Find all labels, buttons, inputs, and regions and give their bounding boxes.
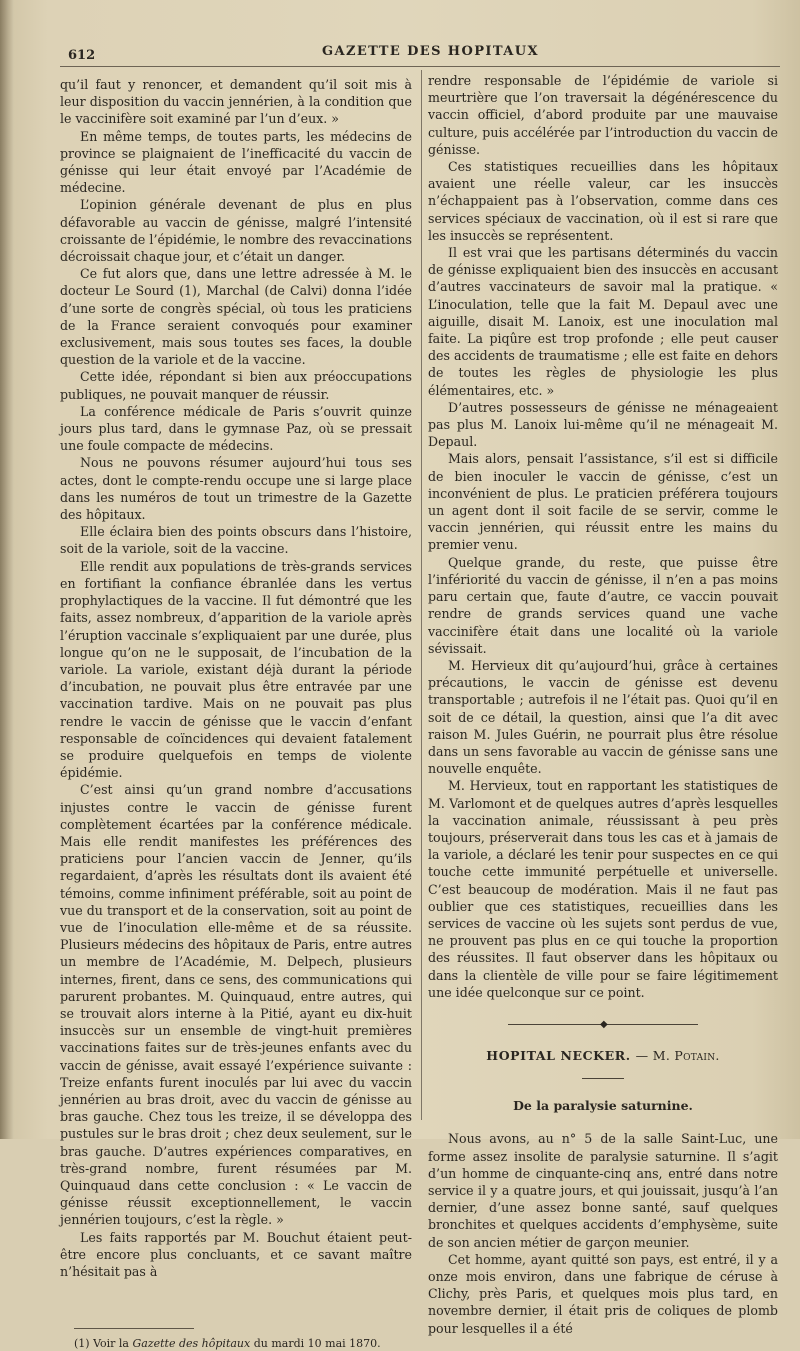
paragraph: Ce fut alors que, dans une lettre adressée à M. le docteur Le Sourd (1), Marchal (de Calvi) donna l’idée d’une sorte de congrès spécial, où tous les praticiens de la France seraient convoqués pour examiner exclusivement, mais sous toutes ses faces, la double question de la variole et de la vaccine. (60, 266, 412, 368)
page-number: 612 (68, 48, 96, 63)
paragraph: C’est ainsi qu’un grand nombre d’accusations injustes contre le vaccin de génisse furent complètement écartées par la conférence médicale. Mais elle rendit manifestes les préférences des praticiens pour l’ancien vaccin de Jenner, qu’ils regardaient, d’après les résultats dont ils avaient été témoins, comme infiniment préférable, soit au point de vue du transport et de la conservation, soit au point de vue de l’inoculation elle-même et de sa réussite. Plusieurs médecins des hôpitaux de Paris, entre autres un membre de l’Académie, M. Delpech, plusieurs internes, firent, dans ce sens, des communications qui parurent probantes. M. Quinquaud, entre autres, qui se trouvait alors interne à la Pitié, ayant eu dix-huit insuccès sur un ensemble de vingt-huit premières vaccinations faites sur de très-jeunes enfants avec du vaccin de génisse, avait essayé l’expérience suivante : Treize enfants furent inoculés par lui avec du vaccin jennérien au bras droit, avec du vaccin de génisse au bras gauche. Chez tous les treize, il se développa des pustules sur le bras droit ; chez deux seulement, sur le bras gauche. D’autres expériences comparatives, en très-grand nombre, furent résumées par M. Quinquaud dans cette conclusion : « Le vaccin de génisse réussit exceptionnellement, le vaccin jennérien toujours, c’est la règle. » (60, 782, 412, 1228)
article-subheading: De la paralysie saturnine. (513, 1098, 693, 1114)
section-heading (428, 1047, 778, 1064)
footnote-marker: (1) Voir la (74, 1337, 133, 1351)
paragraph: qu’il faut y renoncer, et demandent qu’il soit mis à leur disposition du vaccin jennérien, à la condition que le vaccinifère soit examiné par l’un d’eux. » (60, 77, 412, 127)
column-divider (421, 70, 422, 1120)
paragraph: D’autres possesseurs de génisse ne ménageaient pas plus M. Lanoix lui-même qu’il ne ménageait M. Depaul. (428, 399, 778, 450)
paragraph: Ces statistiques recueillies dans les hôpitaux avaient une réelle valeur, car les insuccès n’échappaient pas à l’observation, comme dans ces services spéciaux de vaccination, où il est si rare que les insuccès se représentent. (428, 159, 778, 243)
paragraph: Mais alors, pensait l’assistance, s’il est si difficile de bien inoculer le vaccin de génisse, c’est un inconvénient de plus. Le praticien préférera toujours un agent dont il soit facile de se servir, comme le vaccin jennérien, qui réussit entre les mains du premier venu. (428, 451, 778, 553)
paragraph: Quelque grande, du reste, que puisse être l’infériorité du vaccin de génisse, il n’en a pas moins paru certain que, faute d’autre, ce vaccin pouvait rendre de grands services quand une vache vaccinifère était dans une localité où la variole sévissait. (428, 554, 778, 656)
paragraph: Les faits rapportés par M. Bouchut étaient peut-être encore plus concluants, et ce savant maître n’hésitait pas à (60, 1229, 412, 1280)
ornamental-divider (428, 1019, 778, 1029)
journal-title: GAZETTE DES HOPITAUX (322, 44, 539, 59)
paragraph: Nous ne pouvons résumer aujourd’hui tous ses actes, dont le compte-rendu occupe une si large place dans les numéros de tout un trimestre de la Gazette des hôpitaux. (60, 455, 412, 523)
heading-rule (582, 1078, 624, 1079)
paragraph: M. Hervieux dit qu’aujourd’hui, grâce à certaines précautions, le vaccin de génisse est devenu transportable ; autrefois il ne l’était pas. Quoi qu’il en soit de ce détail, la question, ainsi que l’a dit avec raison M. Jules Guérin, ne pourrait plus être résolue dans un sens favorable au vaccin de génisse sans une nouvelle enquête. (428, 657, 778, 777)
hospital-name: HOPITAL NECKER. (486, 1047, 631, 1063)
paragraph: Cette idée, répondant si bien aux préoccupations publiques, ne pouvait manquer de réussir. (60, 369, 412, 402)
footnote-rule (74, 1328, 194, 1329)
paragraph: Cet homme, ayant quitté son pays, est entré, il y a onze mois environ, dans une fabrique de céruse à Clichy, près Paris, et quelques mois plus tard, en novembre dernier, il était pris de coliques de plomb pour lesquelles il a été (428, 1251, 778, 1336)
paragraph: Nous avons, au n° 5 de la salle Saint-Luc, une forme assez insolite de paralysie saturnine. Il s’agit d’un homme de cinquante-cinq ans, entré dans notre service il y a quatre jours, et qui jouissait, jusqu’à l’an dernier, d’une assez bonne santé, sauf quelques bronchites et quelques accidents d’emphysème, suite de son ancien métier de garçon meunier. (428, 1131, 778, 1250)
footnote (60, 1337, 412, 1351)
paragraph: rendre responsable de l’épidémie de variole si meurtrière que l’on traversait la dégénérescence du vaccin officiel, d’abord produite par une mauvaise culture, puis accélérée par l’introduction du vaccin de génisse. (428, 73, 778, 157)
section-author: — M. Potain. (635, 1047, 720, 1063)
paragraph: En même temps, de toutes parts, les médecins de province se plaignaient de l’inefficacité du vaccin de génisse qui leur était envoyé par l’Académie de médecine. (60, 128, 412, 196)
paragraph: L’opinion générale devenant de plus en plus défavorable au vaccin de génisse, malgré l’intensité croissante de l’épidémie, le nombre des revaccinations décroissait chaque jour, et c’était un danger. (60, 197, 412, 265)
right-column (428, 72, 778, 1337)
footnote-date: du mardi 10 mai 1870. (250, 1337, 381, 1351)
page-binding-edge (0, 0, 14, 1139)
diamond-ornament-icon: ◆ (600, 1018, 608, 1030)
left-column (60, 76, 412, 1351)
paragraph: Elle éclaira bien des points obscurs dans l’histoire, soit de la variole, soit de la vaccine. (60, 524, 412, 557)
paragraph: M. Hervieux, tout en rapportant les statistiques de M. Varlomont et de quelques autres d’après lesquelles la vaccination animale, réussissant à peu près toujours, préserverait dans tous les cas et à jamais de la variole, a déclaré les tenir pour suspectes en ce qui touche cette immunité perpétuelle et universelle. C’est beaucoup de modération. Mais il ne faut pas oublier que ces statistiques, recueillies dans les services de vaccine où les sujets sont perdus de vue, ne prouvent pas plus en ce qui touche la proportion des réussites. Il faut observer dans les hôpitaux ou dans la clientèle de ville pour se faire légitimement une idée quelconque sur ce point. (428, 778, 778, 1000)
footnote-journal: Gazette des hôpitaux (132, 1337, 251, 1351)
page-header (60, 42, 760, 66)
header-rule (60, 66, 780, 67)
paragraph: Il est vrai que les partisans déterminés du vaccin de génisse expliquaient bien des insuccès en accusant d’autres vaccinateurs de savoir mal la pratique. « L’inoculation, telle que la fait M. Depaul avec une aiguille, disait M. Lanoix, est une inoculation mal faite. La piqûre est trop profonde ; elle peut causer des accidents de traumatisme ; elle est faite en dehors de toutes les règles de physiologie les plus élémentaires, etc. » (428, 245, 778, 398)
paragraph: La conférence médicale de Paris s’ouvrit quinze jours plus tard, dans le gymnase Paz, où se pressait une foule compacte de médecins. (60, 403, 412, 454)
paragraph: Elle rendit aux populations de très-grands services en fortifiant la confiance ébranlée dans les vertus prophylactiques de la vaccine. Il fut démontré que les faits, assez nombreux, d’apparition de la variole après l’éruption vaccinale s’expliquaient par une durée, plus longue qu’on ne le supposait, de l’incubation de la variole. La variole, existant déjà durant la période d’incubation, ne pouvait plus être entravée par une vaccination tardive. Mais on ne pouvait pas plus rendre le vaccin de génisse que le vaccin d’enfant responsable de coïncidences qui devaient fatalement se produire quelquefois en temps de violente épidémie. (60, 558, 412, 781)
